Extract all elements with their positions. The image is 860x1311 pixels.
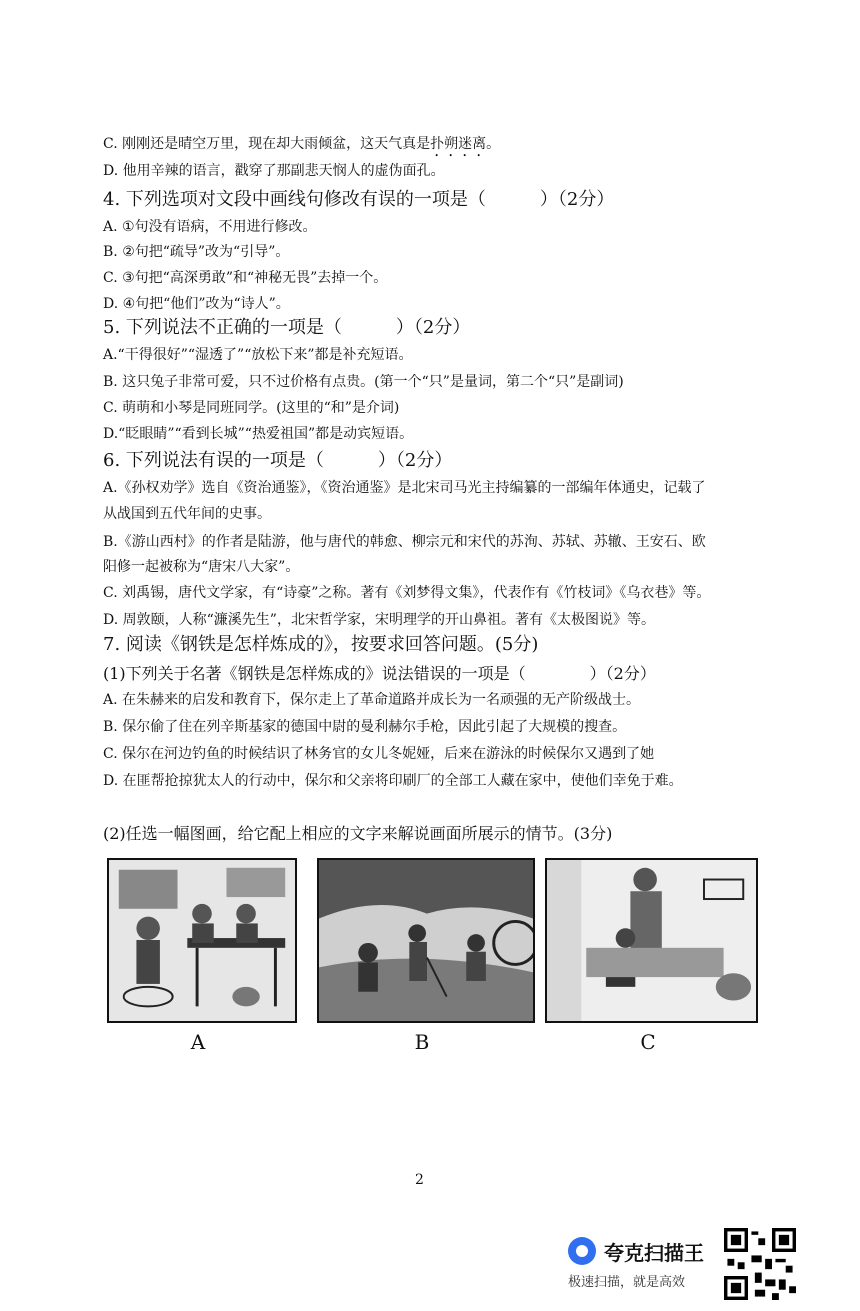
option-7d: D. 在匪帮抢掠犹太人的行动中，保尔和父亲将印刷厂的全部工人藏在家中，使他们幸免于难。 — [103, 773, 683, 789]
label-c: C — [640, 1030, 656, 1054]
question-7-part2: (2)任选一幅图画，给它配上相应的文字来解说画面所展示的情节。(3分) — [103, 824, 613, 843]
label-b: B — [414, 1030, 430, 1054]
option-7a: A. 在朱赫来的启发和教育下，保尔走上了革命道路并成长为一名顽强的无产阶级战士。 — [103, 692, 641, 708]
option-6a-line2: 从战国到五代年间的史事。 — [103, 506, 271, 522]
option-5a: A.“干得很好”“湿透了”“放松下来”都是补充短语。 — [103, 347, 413, 363]
option-3c: C. 刚刚还是晴空万里，现在却大雨倾盆，这天气真是扑朔迷离。 — [103, 136, 501, 152]
illustration-a — [107, 858, 297, 1023]
question-7: 7. 阅读《钢铁是怎样炼成的》，按要求回答问题。(5分) — [103, 634, 539, 655]
option-7c: C. 保尔在河边钓鱼的时候结识了林务官的女儿冬妮娅，后来在游泳的时候保尔又遇到了她 — [103, 746, 655, 762]
option-6d: D. 周敦颐，人称“濂溪先生”，北宋哲学家，宋明理学的开山鼻祖。著有《太极图说》等。 — [103, 612, 655, 628]
option-4b: B. ②句把“疏导”改为“引导”。 — [103, 244, 290, 260]
question-6: 6. 下列说法有误的一项是（ ）（2分） — [103, 450, 453, 471]
illustration-b — [317, 858, 535, 1023]
option-5b: B. 这只兔子非常可爱，只不过价格有点贵。(第一个“只”是量词，第二个“只”是副词) — [103, 374, 624, 390]
option-4c: C. ③句把“高深勇敢”和“神秘无畏”去掉一个。 — [103, 270, 388, 286]
option-7b: B. 保尔偷了住在列辛斯基家的德国中尉的曼利赫尔手枪，因此引起了大规模的搜查。 — [103, 719, 627, 735]
option-3d: D. 他用辛辣的语言，戳穿了那副悲天悯人的虚伪面孔。 — [103, 163, 445, 179]
qr-code-icon — [724, 1228, 796, 1300]
option-6c: C. 刘禹锡，唐代文学家，有“诗豪”之称。著有《刘梦得文集》，代表作有《竹枝词》《乌衣巷》等。 — [103, 585, 711, 601]
label-a: A — [190, 1030, 206, 1054]
dotted-term: 扑朔迷离 — [430, 136, 487, 152]
scanner-watermark — [568, 1235, 718, 1295]
brand-logo-icon — [568, 1237, 596, 1265]
question-5: 5. 下列说法不正确的一项是（ ）（2分） — [103, 317, 471, 338]
page-number: 2 — [415, 1172, 424, 1188]
option-4a: A. ①句没有语病，不用进行修改。 — [103, 219, 317, 235]
brand-slogan: 极速扫描，就是高效 — [568, 1275, 686, 1290]
option-6b-line2: 阳修一起被称为“唐宋八大家”。 — [103, 559, 300, 575]
question-4: 4. 下列选项对文段中画线句修改有误的一项是（ ）（2分） — [103, 189, 615, 210]
option-6a-line1: A.《孙权劝学》选自《资治通鉴》，《资治通鉴》是北宋司马光主持编纂的一部编年体通史，记载了 — [103, 480, 706, 496]
option-4d: D. ④句把“他们”改为“诗人”。 — [103, 296, 290, 312]
option-5d: D.“眨眼睛”“看到长城”“热爱祖国”都是动宾短语。 — [103, 426, 414, 442]
illustration-c — [545, 858, 758, 1023]
option-6b-line1: B.《游山西村》的作者是陆游，他与唐代的韩愈、柳宗元和宋代的苏洵、苏轼、苏辙、王安石、欧 — [103, 534, 706, 550]
brand-name: 夸克扫描王 — [604, 1241, 704, 1265]
option-5c: C. 萌萌和小琴是同班同学。(这里的“和”是介词) — [103, 400, 400, 416]
question-7-part1: (1)下列关于名著《钢铁是怎样炼成的》说法错误的一项是（ ）（2分） — [103, 664, 656, 683]
